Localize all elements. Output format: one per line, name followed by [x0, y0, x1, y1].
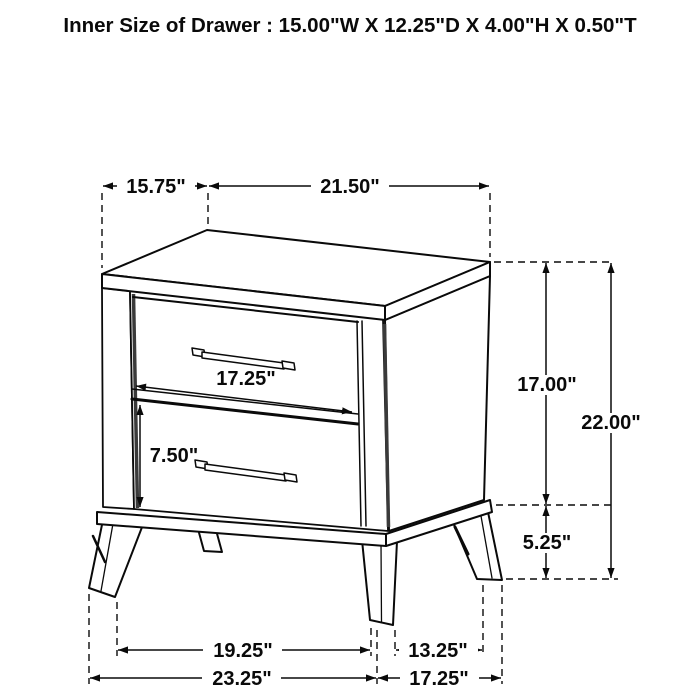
- dim-label-side-legs-outer: 17.25": [409, 668, 469, 690]
- cabinet-left-face: [102, 288, 134, 509]
- dim-label-side-legs-inner: 13.25": [408, 640, 468, 662]
- dim-label-front-legs-inner: 19.25": [213, 640, 273, 662]
- dim-label-drawer-width: 17.25": [216, 368, 276, 390]
- front-right-leg: [362, 540, 397, 625]
- dim-label-cabinet-height: 17.00": [517, 374, 577, 396]
- dim-label-bottom-drawer-height: 7.50": [149, 445, 199, 467]
- handle-end-cap: [282, 361, 295, 370]
- dim-label-overall-height: 22.00": [581, 412, 641, 434]
- dim-label-leg-height: 5.25": [522, 532, 572, 554]
- dim-label-top-width: 21.50": [320, 176, 380, 198]
- drawing-title: Inner Size of Drawer : 15.00"W X 12.25"D X 4.00"H X 0.50"T: [63, 14, 637, 37]
- nightstand-drawing: [89, 230, 502, 625]
- dim-label-front-legs-outer: 23.25": [212, 668, 272, 690]
- front-right-leg-crease: [381, 542, 382, 622]
- handle-end-cap: [284, 473, 297, 482]
- dim-label-top-depth: 15.75": [126, 176, 186, 198]
